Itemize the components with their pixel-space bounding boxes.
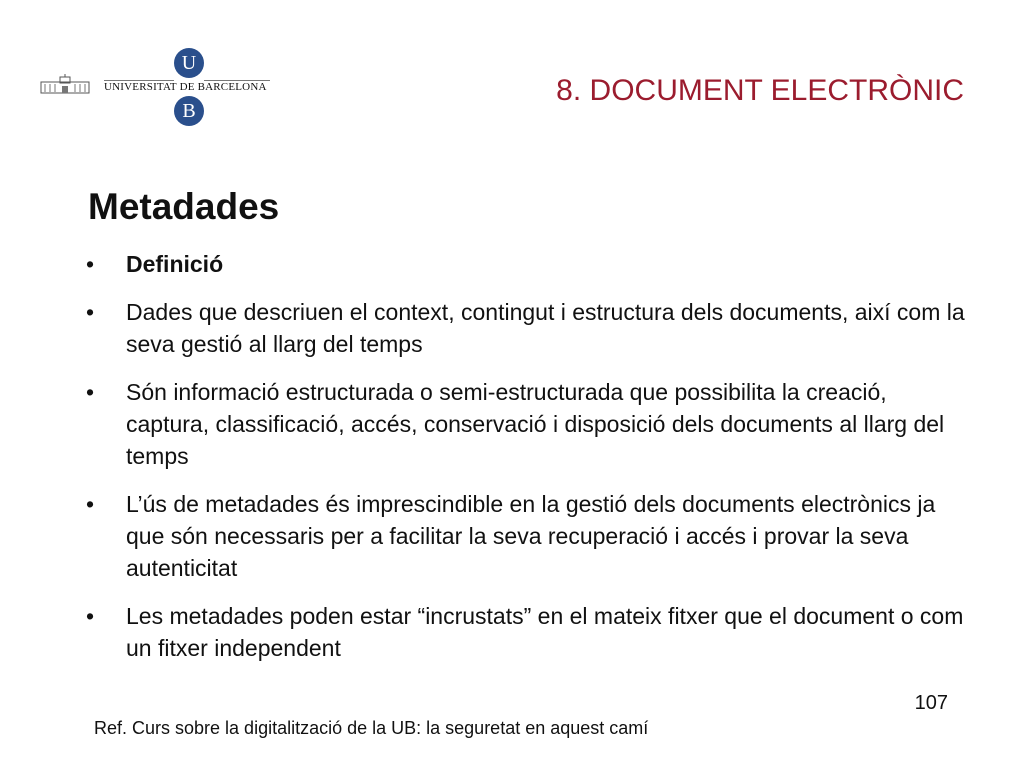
bullet-text: Són informació estructurada o semi-estructurada que possibilita la creació, captura, classificació, accés, conservació i disposició dels documents al llarg del temps	[126, 379, 945, 469]
page-number: 107	[914, 692, 948, 714]
bullet-dot: •	[86, 491, 95, 517]
bullet-item	[86, 488, 966, 584]
bullet-dot: •	[86, 603, 95, 629]
bullet-dot: •	[86, 251, 95, 277]
bullet-item	[86, 376, 966, 472]
logo-letter-u: U	[174, 48, 204, 78]
bullet-dot: •	[86, 299, 95, 325]
slide-title: Metadades	[88, 186, 280, 227]
bullet-item	[86, 600, 966, 664]
bullet-item	[86, 296, 966, 360]
slide-header	[0, 0, 1024, 140]
reference-note: Ref. Curs sobre la digitalització de la UB: la seguretat en aquest camí	[94, 718, 649, 738]
bullet-list	[86, 248, 966, 680]
university-building-icon	[40, 74, 90, 94]
bullet-text: Les metadades poden estar “incrustats” en el mateix fitxer que el document o com un fitxer independent	[126, 603, 964, 661]
bullet-text: Dades que descriuen el context, contingut i estructura dels documents, així com la seva gestió al llarg del temps	[126, 299, 965, 357]
bullet-item	[86, 248, 966, 280]
logo-letter-b: B	[174, 96, 204, 126]
section-title: 8. DOCUMENT ELECTRÒNIC	[556, 74, 964, 107]
bullet-dot: •	[86, 379, 95, 405]
bullet-text: Definició	[126, 251, 224, 277]
bullet-text: L’ús de metadades és imprescindible en la gestió dels documents electrònics ja que són necessaris per a facilitar la seva recuperació i accés i provar la seva autenticitat	[126, 491, 936, 581]
university-name: UNIVERSITAT DE BARCELONA	[104, 81, 267, 93]
